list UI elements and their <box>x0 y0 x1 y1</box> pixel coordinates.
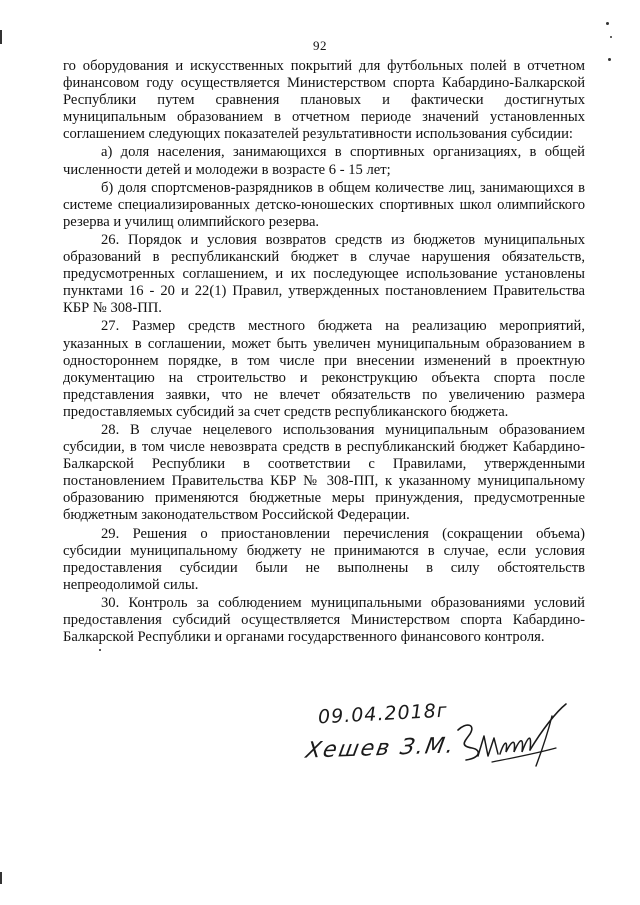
paragraph-item-b: б) доля спортсменов-разрядников в общем количестве лиц, занимающихся в системе специализированных детско-юношеских спортивных школ олимпийского резерва и училищ олимпийского резерва. <box>63 179 585 230</box>
handwritten-signature <box>452 702 572 772</box>
paragraph-continuation: го оборудования и искусственных покрытий для футбольных полей в отчетном финансовом году осуществляется Министерством спорта Кабардино-Балкарской Республики путем сравнения плановых и фактически достигнутых муниципальным образованием в отчетном периоде значений установленных соглашением следующих показателей результативности использования субсидии: <box>63 58 585 143</box>
stray-dot <box>99 649 101 651</box>
paragraph-28: 28. В случае нецелевого использования муниципальным образованием субсидии, в том числе невозврата средств в республиканский бюджет Кабардино-Балкарской Республики в соответствии с Правилами, утвержденными постановлением Правительства КБР № 308-ПП, к указанному муниципальному образованию применяются бюджетные меры принуждения, предусмотренные бюджетным законодательством Российской Федерации. <box>63 421 585 524</box>
paragraph-26: 26. Порядок и условия возвратов средств из бюджетов муниципальных образований в республиканский бюджет в случае нарушения обязательств, предусмотренных соглашением, и их последующее использование установлены пунктами 16 - 20 и 22(1) Правил, утвержденных постановлением Правительства КБР № 308-ПП. <box>63 231 585 317</box>
handwritten-name: Хешев З.М. <box>303 733 458 764</box>
paragraph-27: 27. Размер средств местного бюджета на реализацию мероприятий, указанных в соглашении, может быть увеличен муниципальным образованием в одностороннем порядке, в том числе при внесении изменений в проектную документацию на строительство и реконструкцию объекта спорта после представления заявки, что не влечет обязательств по увеличению размера предоставляемых субсидий за счет средств республиканского бюджета. <box>63 318 585 420</box>
scan-speck-right-2 <box>608 58 611 61</box>
page-number: 92 <box>313 38 327 53</box>
scan-speck-top-right <box>606 22 609 25</box>
paragraph-30: 30. Контроль за соблюдением муниципальными образованиями условий предоставления субсидий осуществляется Министерством спорта Кабардино-Балкарской Республики и органами государственного финансового контроля. <box>63 594 585 646</box>
handwritten-date: 09.04.2018г <box>317 699 449 729</box>
paragraph-item-a: а) доля населения, занимающихся в спортивных организациях, в общей численности детей и молодежи в возрасте 6 - 15 лет; <box>63 144 585 178</box>
scan-edge-mark-bottom-left <box>0 872 2 884</box>
paragraph-29: 29. Решения о приостановлении перечисления (сокращении объема) субсидии муниципальному бюджету не принимаются в случае, если условия предоставления субсидии были не выполнены в силу обстоятельств непреодолимой силы. <box>63 525 585 593</box>
document-body <box>63 58 585 647</box>
